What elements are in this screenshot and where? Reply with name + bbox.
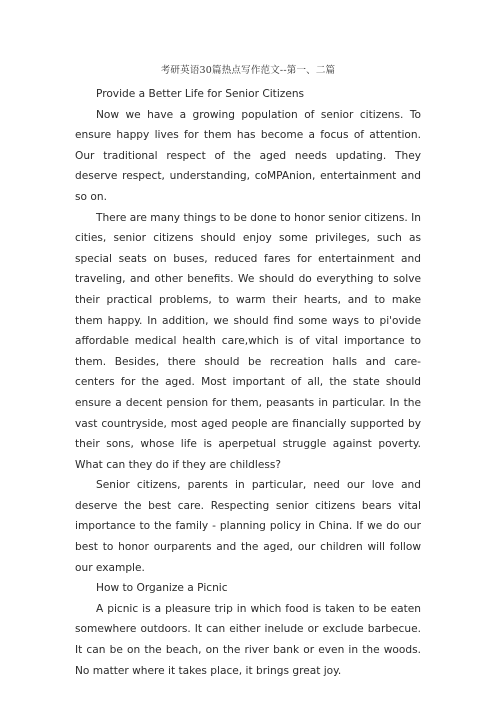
document-body <box>75 84 421 681</box>
essay-paragraph: Senior citizens, parents in particular, need our love and deserve the best care. Respecting senior citizens bears vital importance to the family - planning policy in China. If we do our best to honor ourparents and the aged, our children will follow our example. <box>75 479 421 574</box>
essay-paragraph: There are many things to be done to honor senior citizens. In cities, senior citizens should enjoy some privileges, such as special seats on buses, reduced fares for entertainment and traveling, and other benefits. We should do everything to solve their practical problems, to warm their hearts, and to make them happy. In addition, we should find some ways to pi'ovide affordable medical health care,which is of vital importance to them. Besides, there should be recreation halls and care- centers for the aged. Most important of all, the state should ensure a decent pension for them, peasants in particular. In the vast countryside, most aged people are financially supported by their sons, whose life is aperpetual struggle against poverty. What can they do if they are childless? <box>75 211 421 471</box>
essay-title: Provide a Better Life for Senior Citizens <box>96 88 305 100</box>
essay-paragraph: Now we have a growing population of senior citizens. To ensure happy lives for them has become a focus of attention. Our traditional respect of the aged needs updating. They deserve respect, understanding, coMPAnion, entertainment and so on. <box>75 108 421 203</box>
page-header: 考研英语30篇热点写作范文--第一、二篇 <box>160 65 336 76</box>
essay-title: How to Organize a Picnic <box>96 582 228 595</box>
essay-picnic <box>75 578 421 681</box>
essay-paragraph: A picnic is a pleasure trip in which food is taken to be eaten somewhere outdoors. It can either inelude or exclude barbecue. It can be on the beach, on the river bank or even in the woods. No matter where it takes place, it brings great joy. <box>75 602 421 677</box>
essay-senior-citizens <box>75 84 421 578</box>
